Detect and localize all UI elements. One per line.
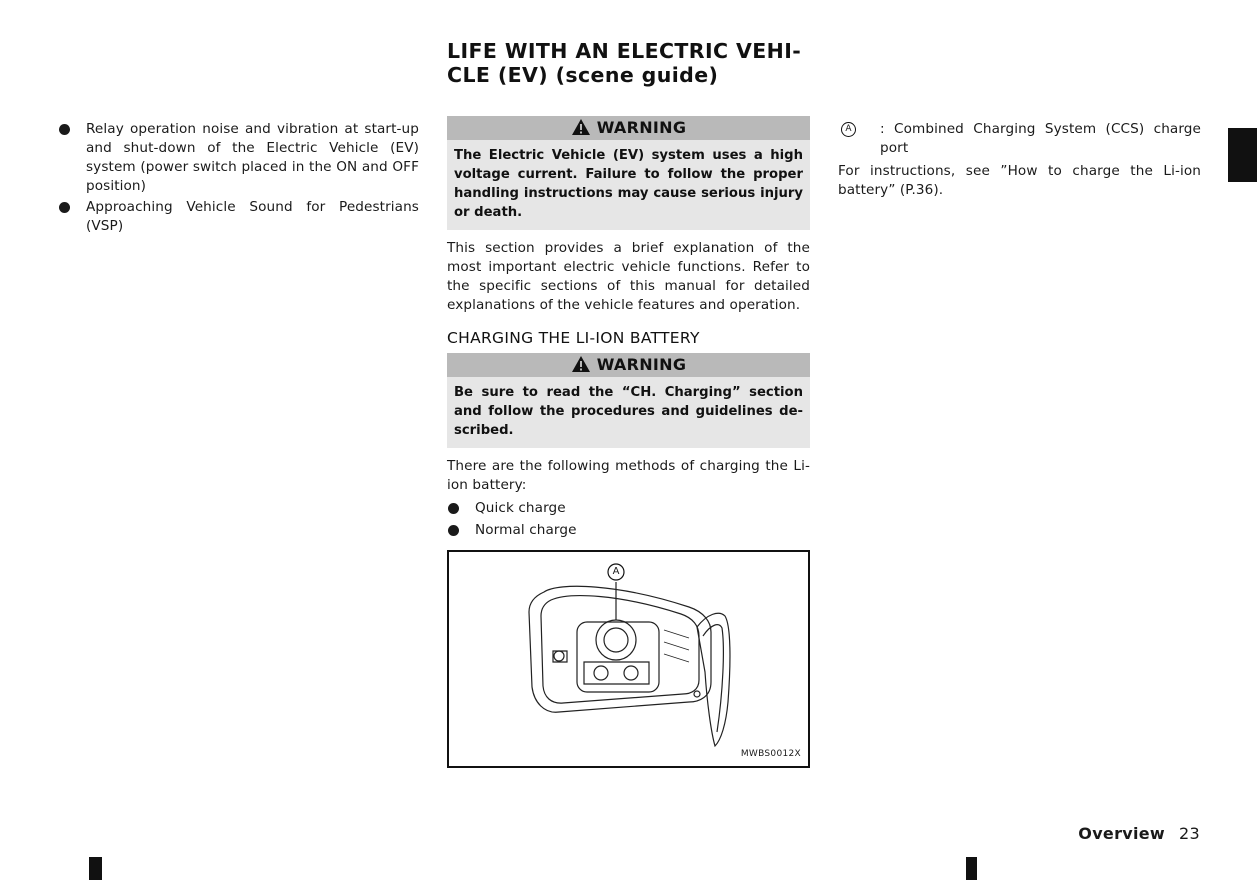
left-column <box>58 120 419 238</box>
bullet-dot-icon <box>448 525 459 536</box>
instructions-reference: For instructions, see ”How to charge the Li-ion battery” (P.36). <box>838 163 1201 198</box>
middle-column <box>447 116 810 542</box>
crop-mark <box>966 857 977 880</box>
callout-description: : Combined Charging System (CCS) charge port <box>880 121 1201 156</box>
callout-letter: A <box>841 122 856 137</box>
page-footer <box>1078 824 1200 843</box>
methods-intro: There are the following methods of charging the Li-ion battery: <box>447 458 810 493</box>
list-item-text: Approaching Vehicle Sound for Pedestrians (VSP) <box>86 199 419 234</box>
list-item-text: Normal charge <box>475 522 577 538</box>
charge-port-illustration <box>447 550 810 768</box>
warning-triangle-icon <box>571 355 591 373</box>
list-item <box>447 499 810 518</box>
warning-box-charging <box>447 353 810 448</box>
warning-box-high-voltage <box>447 116 810 230</box>
callout-legend <box>838 120 1201 158</box>
bullet-dot-icon <box>448 503 459 514</box>
list-item <box>58 198 419 236</box>
figure-code: MWBS0012X <box>740 749 801 759</box>
charge-port-drawing <box>449 552 808 766</box>
bullet-dot-icon <box>59 124 70 135</box>
warning-triangle-icon <box>571 118 591 136</box>
chapter-tab-marker <box>1228 128 1257 182</box>
feature-bullet-list <box>58 120 419 236</box>
intro-paragraph: This section provides a brief explanation of the most important electric vehicle functions. Refer to the specific sections of this manual for detailed explanations of the vehicle features and operation. <box>447 240 810 313</box>
page-number: 23 <box>1179 824 1200 843</box>
warning-heading <box>447 353 810 377</box>
crop-mark <box>89 857 102 880</box>
warning-heading <box>447 116 810 140</box>
list-item-text: Quick charge <box>475 500 566 516</box>
footer-section: Overview <box>1078 824 1166 843</box>
page-title: LIFE WITH AN ELECTRIC VEHI- CLE (EV) (scene guide) <box>447 39 802 87</box>
warning-text: Be sure to read the “CH. Charging” section and follow the procedures and guidelines de-scribed. <box>454 385 803 438</box>
warning-heading-text: WARNING <box>596 118 687 137</box>
list-item <box>58 120 419 196</box>
list-item-text: Relay operation noise and vibration at start-up and shut-down of the Electric Vehicle (EV) system (power switch placed in the ON and OFF position) <box>86 121 419 194</box>
right-column <box>838 120 1201 200</box>
list-item <box>447 521 810 540</box>
figure-callout-label: A <box>612 566 620 577</box>
warning-text: The Electric Vehicle (EV) system uses a high voltage current. Failure to follow the proper handling instructions may cause serious injury or death. <box>454 148 803 220</box>
warning-heading-text: WARNING <box>596 355 687 374</box>
bullet-dot-icon <box>59 202 70 213</box>
section-heading: CHARGING THE LI-ION BATTERY <box>447 329 700 347</box>
charging-methods-list <box>447 499 810 540</box>
